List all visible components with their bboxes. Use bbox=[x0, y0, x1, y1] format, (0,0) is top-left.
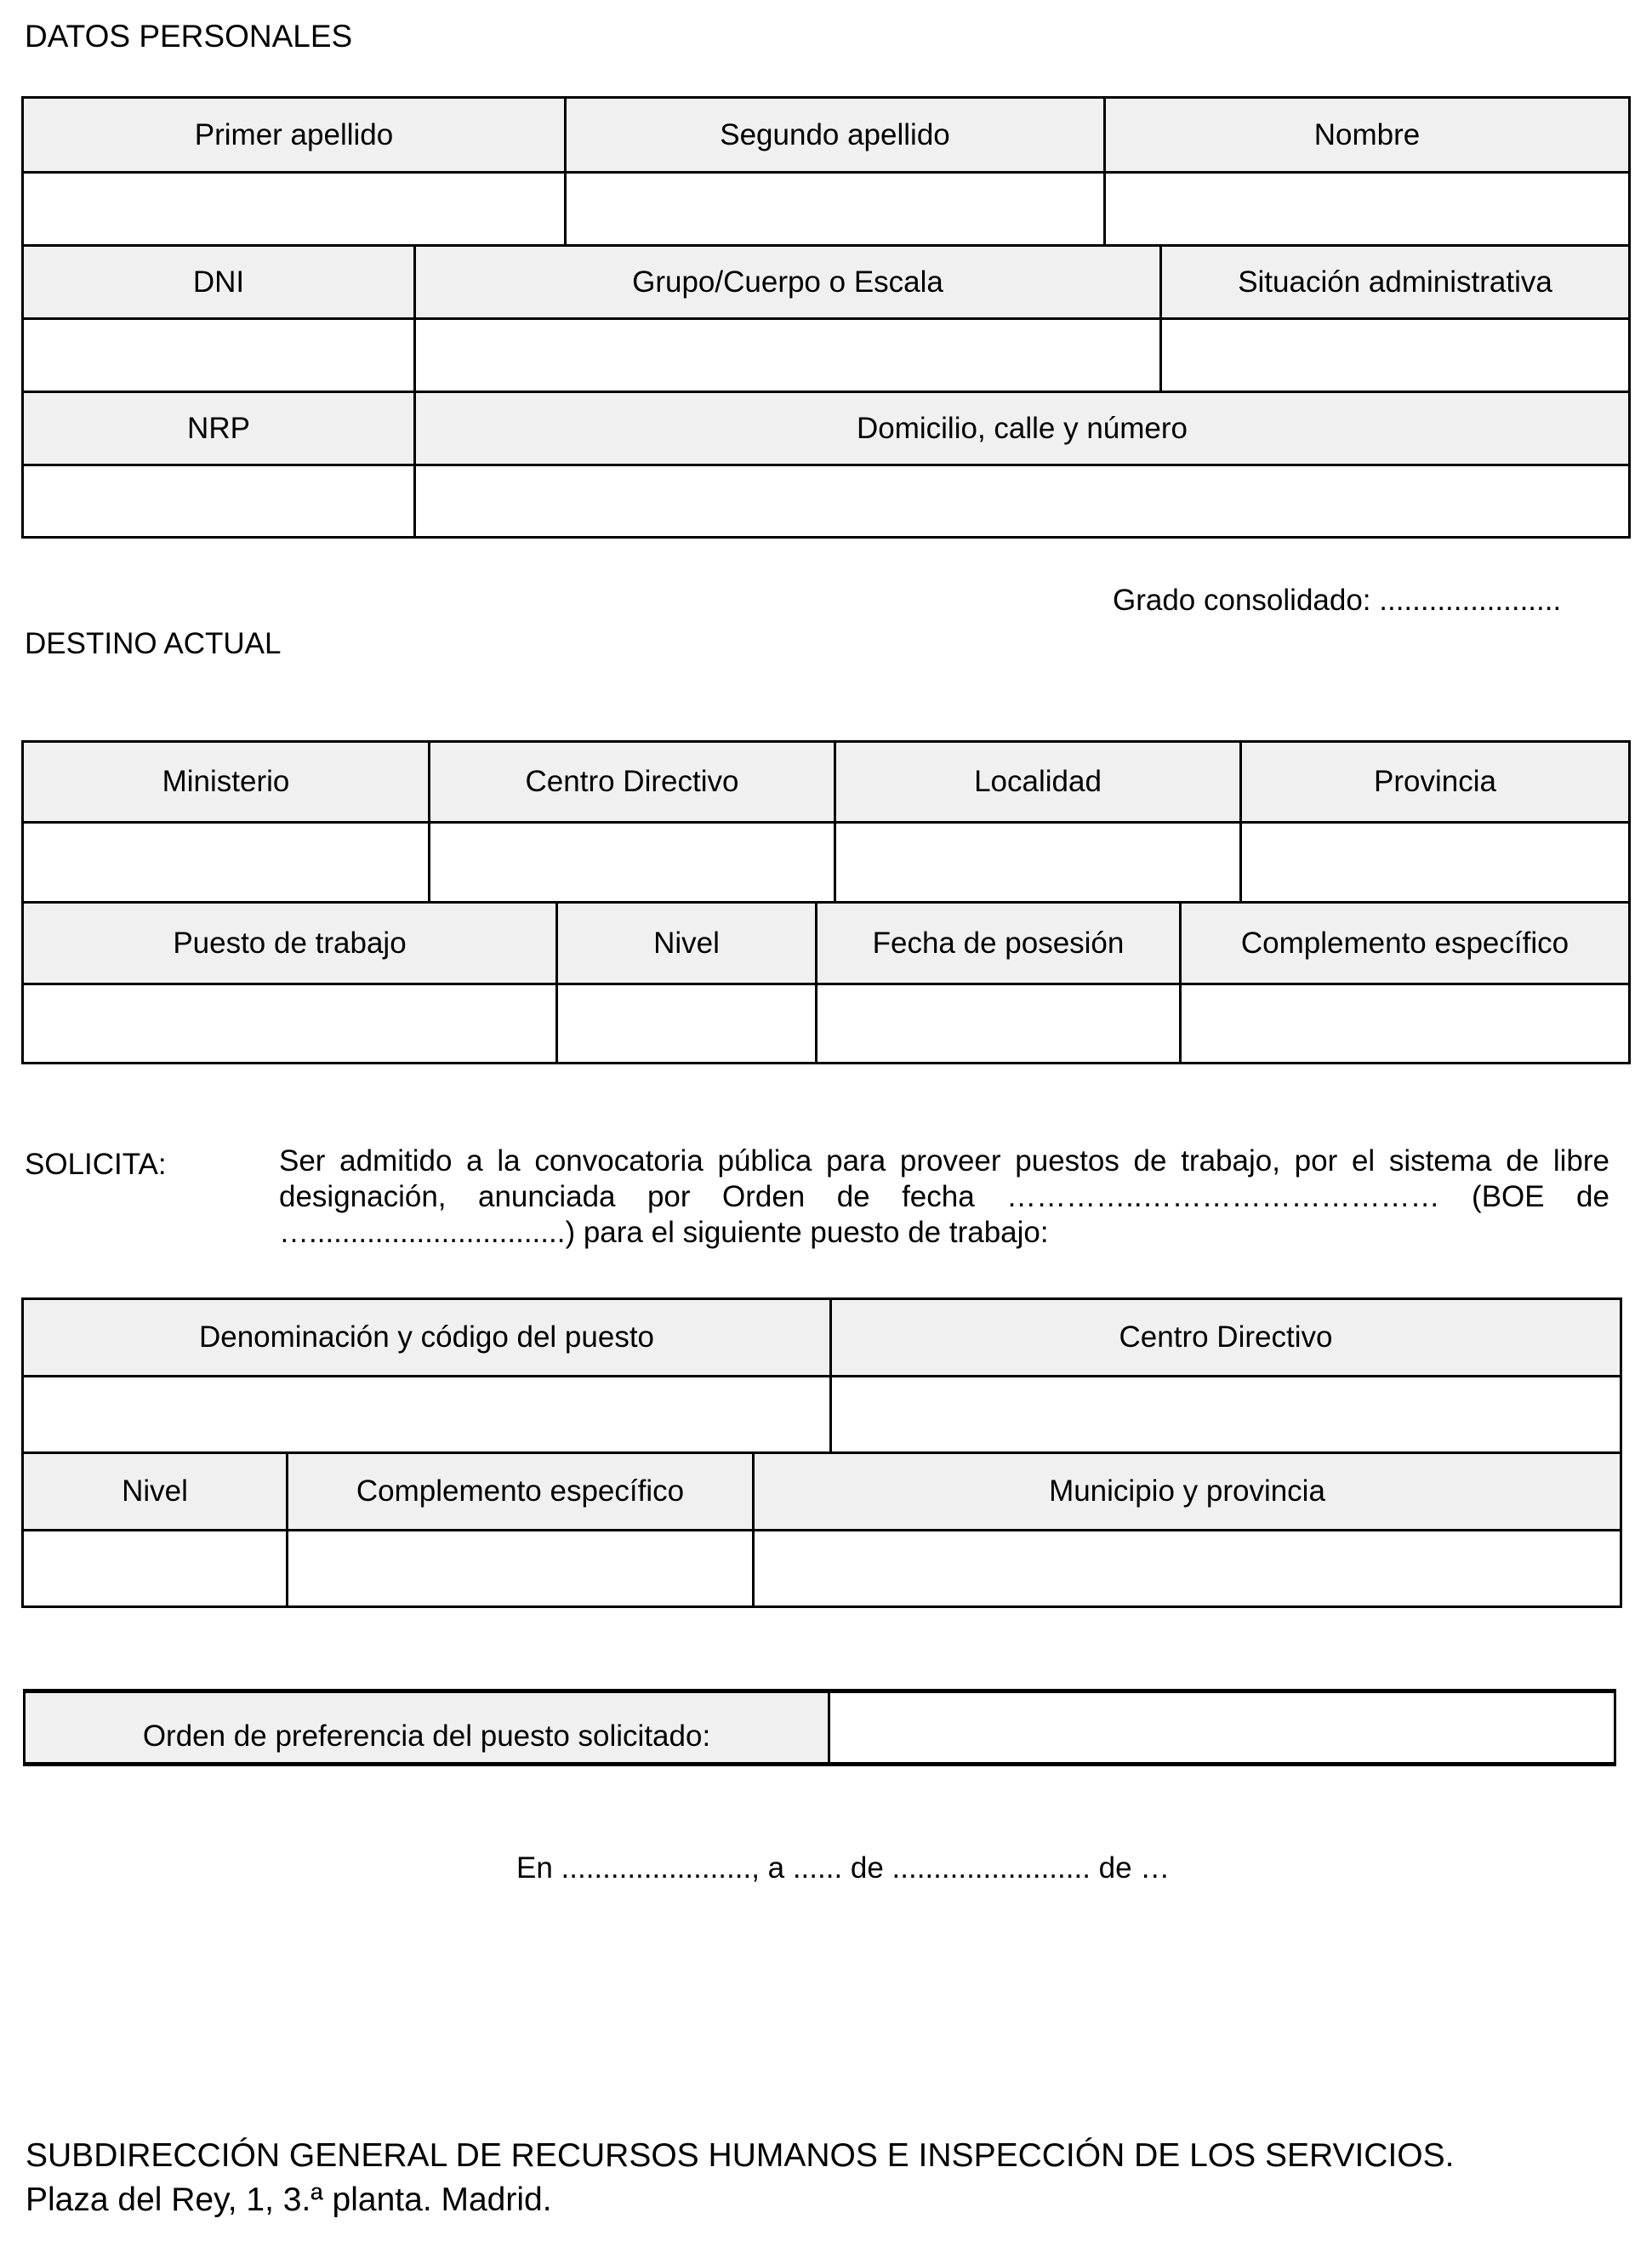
localidad-field[interactable] bbox=[836, 824, 1242, 904]
segundo-apellido-field[interactable] bbox=[567, 174, 1106, 247]
header-complemento-especifico: Complemento específico bbox=[1182, 904, 1628, 985]
dni-field[interactable] bbox=[24, 320, 416, 393]
header-grupo-cuerpo-escala: Grupo/Cuerpo o Escala bbox=[416, 247, 1162, 320]
preference-table bbox=[23, 1689, 1616, 1766]
header-domicilio: Domicilio, calle y número bbox=[416, 393, 1628, 466]
puesto-de-trabajo-field[interactable] bbox=[24, 985, 558, 1062]
solicita-label: SOLICITA: bbox=[25, 1148, 167, 1181]
header-nrp: NRP bbox=[24, 393, 416, 466]
header-denominacion-codigo: Denominación y código del puesto bbox=[24, 1300, 832, 1377]
header-puesto-de-trabajo: Puesto de trabajo bbox=[24, 904, 558, 985]
footer-address-line-2: Plaza del Rey, 1, 3.ª planta. Madrid. bbox=[26, 2181, 552, 2218]
header-localidad: Localidad bbox=[836, 743, 1242, 824]
header-provincia: Provincia bbox=[1242, 743, 1628, 824]
grado-consolidado: Grado consolidado: ...................... bbox=[1113, 584, 1562, 617]
date-place-line: En ......................., a ...... de ........................ de … bbox=[516, 1851, 1171, 1885]
header-centro-directivo: Centro Directivo bbox=[430, 743, 836, 824]
solicita-line-1: Ser admitido a la convocatoria pública para proveer puestos de trabajo, por el sistema de libre bbox=[279, 1144, 1609, 1178]
solicita-line-2: designación, anunciada por Orden de fecha …………..………………………… (BOE de bbox=[279, 1180, 1609, 1213]
personal-data-table bbox=[21, 96, 1631, 539]
preference-label: Orden de preferencia del puesto solicitado: bbox=[26, 1693, 830, 1762]
header-nivel: Nivel bbox=[558, 904, 817, 985]
solicita-line-3: …...............................) para el siguiente puesto de trabajo: bbox=[279, 1216, 1049, 1249]
current-post-table bbox=[21, 740, 1631, 1064]
solicita-paragraph bbox=[279, 1143, 1609, 1251]
provincia-field[interactable] bbox=[1242, 824, 1628, 904]
section-title-destino-actual: DESTINO ACTUAL bbox=[25, 627, 282, 660]
preference-field[interactable] bbox=[830, 1693, 1614, 1762]
footer-address-line-1: SUBDIRECCIÓN GENERAL DE RECURSOS HUMANOS E INSPECCIÓN DE LOS SERVICIOS. bbox=[26, 2137, 1455, 2174]
fecha-de-posesion-field[interactable] bbox=[817, 985, 1182, 1062]
header-nivel-solicitado: Nivel bbox=[24, 1454, 288, 1531]
header-primer-apellido: Primer apellido bbox=[24, 99, 567, 174]
complemento-especifico-field[interactable] bbox=[1182, 985, 1628, 1062]
complemento-especifico-solicitado-field[interactable] bbox=[288, 1531, 755, 1605]
municipio-provincia-field[interactable] bbox=[755, 1531, 1620, 1605]
header-situacion-administrativa: Situación administrativa bbox=[1162, 247, 1628, 320]
header-ministerio: Ministerio bbox=[24, 743, 430, 824]
situacion-administrativa-field[interactable] bbox=[1162, 320, 1628, 393]
requested-post-table bbox=[21, 1297, 1622, 1608]
ministerio-field[interactable] bbox=[24, 824, 430, 904]
header-dni: DNI bbox=[24, 247, 416, 320]
centro-directivo-field[interactable] bbox=[430, 824, 836, 904]
header-segundo-apellido: Segundo apellido bbox=[567, 99, 1106, 174]
header-complemento-especifico-solicitado: Complemento específico bbox=[288, 1454, 755, 1531]
nivel-field[interactable] bbox=[558, 985, 817, 1062]
header-fecha-de-posesion: Fecha de posesión bbox=[817, 904, 1182, 985]
centro-directivo-solicitado-field[interactable] bbox=[832, 1377, 1620, 1454]
section-title-datos-personales: DATOS PERSONALES bbox=[25, 19, 353, 54]
primer-apellido-field[interactable] bbox=[24, 174, 567, 247]
domicilio-field[interactable] bbox=[416, 466, 1628, 536]
nrp-field[interactable] bbox=[24, 466, 416, 536]
header-nombre: Nombre bbox=[1106, 99, 1628, 174]
header-centro-directivo-solicitado: Centro Directivo bbox=[832, 1300, 1620, 1377]
denominacion-codigo-field[interactable] bbox=[24, 1377, 832, 1454]
nivel-solicitado-field[interactable] bbox=[24, 1531, 288, 1605]
nombre-field[interactable] bbox=[1106, 174, 1628, 247]
grupo-cuerpo-escala-field[interactable] bbox=[416, 320, 1162, 393]
header-municipio-provincia: Municipio y provincia bbox=[755, 1454, 1620, 1531]
